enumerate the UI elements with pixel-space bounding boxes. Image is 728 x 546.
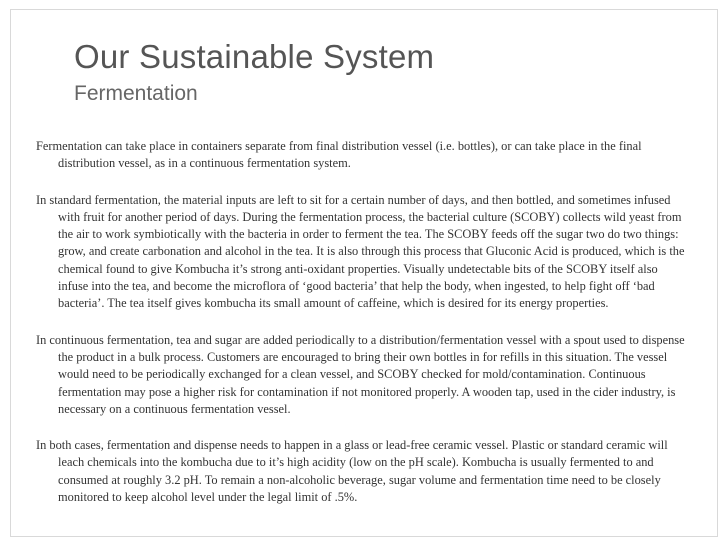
paragraph-vessel-requirements: In both cases, fermentation and dispense needs to happen in a glass or lead-free ceramic vessel. Plastic or standard ceramic will leach chemicals into the kombucha due to it’s high acidity (low on the pH scale). Kombucha is usually fermented to and consumed at roughly 3.2 pH. To remain a non-alcoholic beverage, sugar volume and fermentation time need to be closely monitored to keep alcohol level under the legal limit of .5%. <box>36 438 668 505</box>
paragraph-fermentation-containers: Fermentation can take place in containers separate from final distribution vessel (i.e. bottles), or can take place in the final distribution vessel, as in a continuous fermentation system. <box>36 139 642 171</box>
paragraph-standard-fermentation: In standard fermentation, the material inputs are left to sit for a certain number of days, and then bottled, and sometimes infused with fruit for another period of days. During the fermentation process, the bacterial culture (SCOBY) collects wild yeast from the air to work symbiotically with the bacteria in order to ferment the tea. The SCOBY feeds off the sugar two do two things: grow, and create carbonation and alcohol in the tea. It is also through this process that Gluconic Acid is produced, which is the chemical found to give Kombucha it’s strong anti-oxidant properties. Visually undetectable bits of the SCOBY itself also infuse into the tea, and become the microflora of ‘good bacteria’ that help the body, when ingested, to help fight off ‘bad bacteria’. The tea itself gives kombucha its small amount of caffeine, which is desired for its energy properties. <box>36 192 685 311</box>
slide-body <box>36 138 690 525</box>
slide-title: Our Sustainable System <box>74 38 435 75</box>
slide-subtitle: Fermentation <box>74 82 198 105</box>
paragraph-continuous-fermentation: In continuous fermentation, tea and sugar are added periodically to a distribution/fermentation vessel with a spout used to dispense the product in a bulk process. Customers are encouraged to bring their own bottles in for refills in this situation. The vessel would need to be periodically exchanged for a clean vessel, and SCOBY checked for mold/contamination. Continuous fermentation may pose a higher risk for contamination if not monitored properly. A wooden tap, used in the cider industry, is necessary on a continuous fermentation vessel. <box>36 332 685 416</box>
